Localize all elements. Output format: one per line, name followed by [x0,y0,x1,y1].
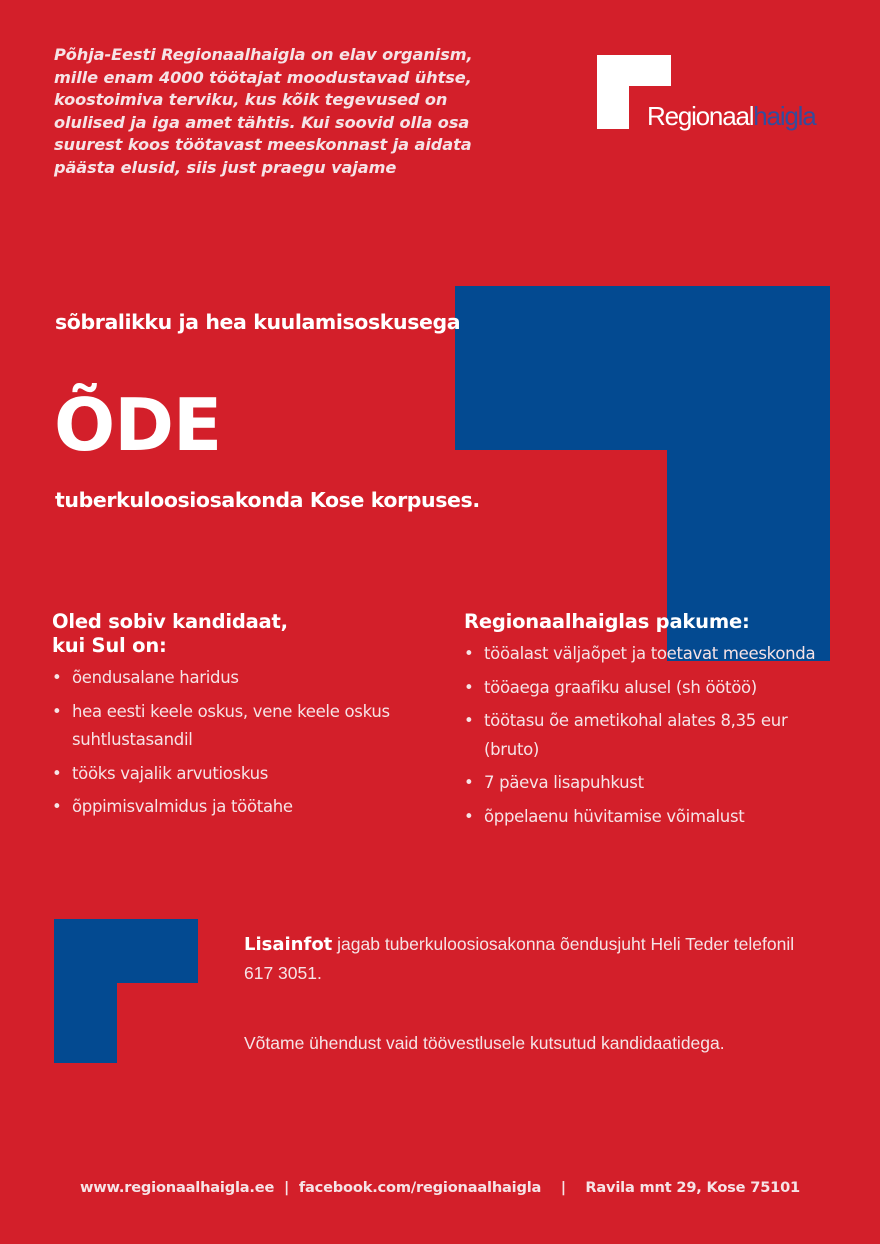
footer [0,1179,880,1196]
logo-text-highlight: haigla [753,101,816,131]
department-text: tuberkuloosiosakonda Kose korpuses. [55,488,480,512]
decorative-blue-shape-top [455,286,830,450]
position-title: ÕDE [54,383,222,467]
contact-info [244,930,824,1057]
list-item: • töötasu õe ametikohal alates 8,35 eur (bruto) [464,707,834,764]
footer-address: Ravila mnt 29, Kose 75101 [585,1179,801,1196]
list-item: • tööks vajalik arvutioskus [52,760,392,789]
requirements-section [52,610,392,827]
offer-section [464,610,834,836]
requirements-list [52,664,392,822]
contact-details: jagab tuberkuloosiosakonna õendusjuht Heli Teder telefonil 617 3051. [244,934,795,983]
requirements-heading-line2: kui Sul on: [52,634,167,657]
contact-bold-lead: Lisainfot [244,934,333,955]
logo-text [647,101,816,132]
list-item: • tööaega graafiku alusel (sh öötöö) [464,674,834,703]
footer-separator: | [560,1179,566,1196]
offer-heading: Regionaalhaiglas pakume: [464,610,750,633]
offer-list [464,640,834,831]
decorative-blue-shape-bottom-vertical [54,919,117,1063]
list-item: • õppimisvalmidus ja töötahe [52,793,392,822]
footer-website-link[interactable]: www.regionaalhaigla.ee [79,1179,275,1196]
list-item: • hea eesti keele oskus, vene keele oskus suhtlustasandil [52,698,392,755]
intro-text: Põhja-Eesti Regionaalhaigla on elav organism, mille enam 4000 töötajat moodustavad ühtse, koostoimiva terviku, kus kõik tegevused on olulised ja iga amet tähtis. Kui soovid olla osa suurest koos töötavast meeskonnast ja aidata päästa elusid, siis just praegu vajame [54,45,473,177]
footer-separator: | [283,1179,290,1196]
list-item: • õendusalane haridus [52,664,392,693]
position-subtitle: sõbralikku ja hea kuulamisoskusega [55,310,461,334]
list-item: • tööalast väljaõpet ja toetavat meeskonda [464,640,834,669]
contact-text [244,930,824,987]
footer-facebook-link[interactable]: facebook.com/regionaalhaigla [298,1179,542,1196]
list-item: • õppelaenu hüvitamise võimalust [464,803,834,832]
logo-text-main: Regionaal [647,101,754,131]
list-item: • 7 päeva lisapuhkust [464,769,834,798]
requirements-heading-line1: Oled sobiv kandidaat, [52,610,288,633]
contact-note: Võtame ühendust vaid töövestlusele kutsutud kandidaatidega. [244,1033,725,1053]
logo-mark-icon-vertical [597,55,629,129]
